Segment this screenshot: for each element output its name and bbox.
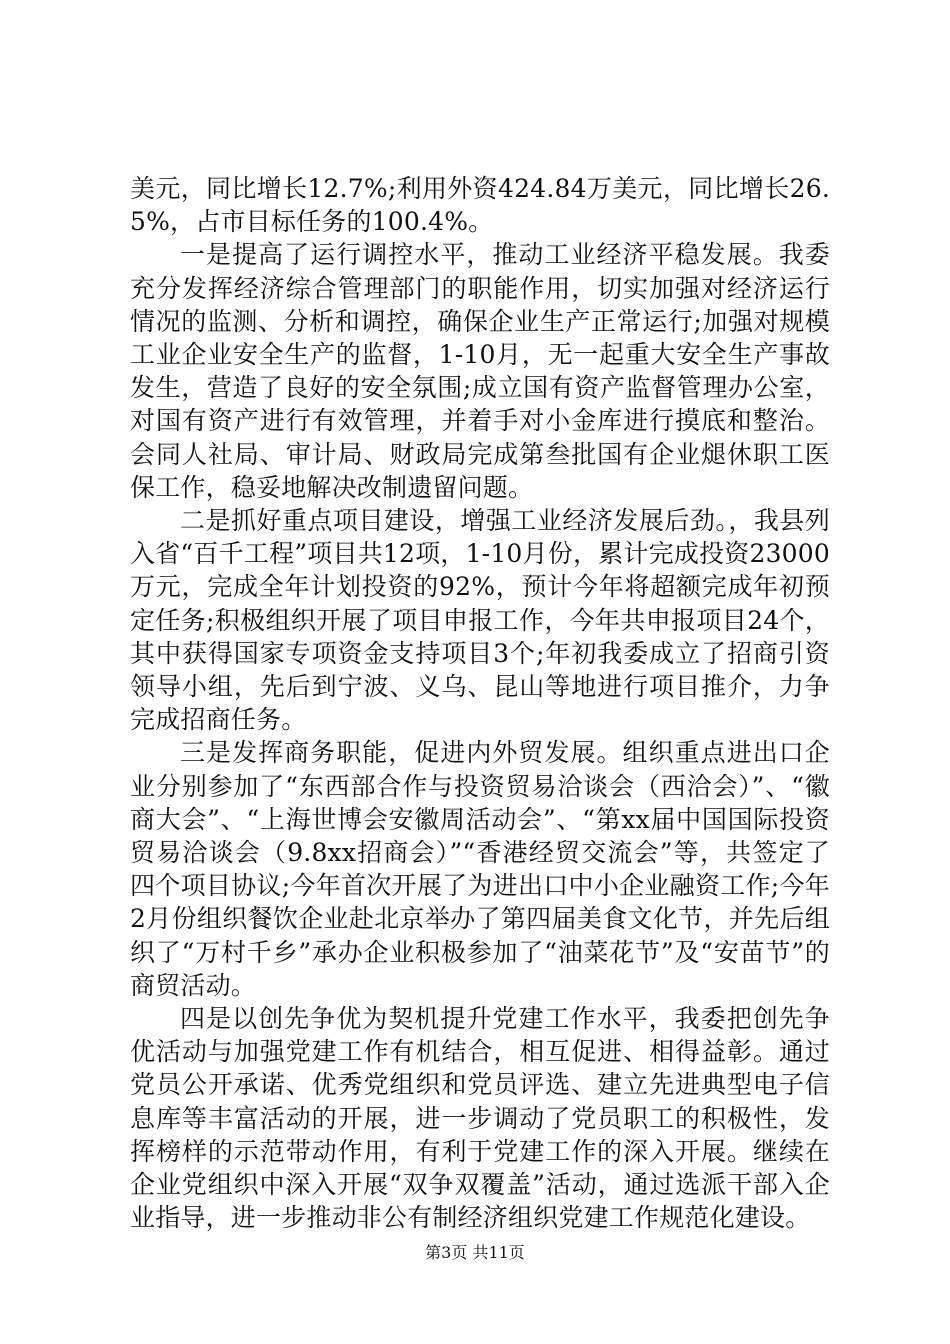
paragraph-continuation: 美元，同比增长12.7%;利用外资424.84万美元，同比增长26.5%，占市目标任务的100.4%。: [130, 174, 830, 237]
paragraph-operations-control: 一是提高了运行调控水平，推动工业经济平稳发展。我委充分发挥经济综合管理部门的职能作用，切实加强对经济运行情况的监测、分析和调控，确保企业生产正常运行;加强对规模工业企业安全生产的监督，1-10月，无一起重大安全生产事故发生，营造了良好的安全氛围;成立国有资产监督管理办公室，对国有资产进行有效管理，并着手对小金库进行摸底和整治。会同人社局、审计局、财政局完成第叁批国有企业煺休职工医保工作，稳妥地解决改制遗留问题。: [130, 240, 830, 502]
document-body: [130, 172, 830, 1235]
paragraph-party-building: 四是以创先争优为契机提升党建工作水平，我委把创先争优活动与加强党建工作有机结合，相互促进、相得益彰。通过党员公开承诺、优秀党组织和党员评选、建立先进典型电子信息库等丰富活动的开展，进一步调动了党员职工的积极性，发挥榜样的示范带动作用，有利于党建工作的深入开展。继续在企业党组织中深入开展“双争双覆盖”活动，通过选派干部入企业指导，进一步推动非公有制经济组织党建工作规范化建设。: [130, 1004, 830, 1233]
page-number-footer: 第3页 共11页: [425, 1243, 525, 1262]
paragraph-key-projects: 二是抓好重点项目建设，增强工业经济发展后劲。，我县列入省“百千工程”项目共12项，1-10月份，累计完成投资23000万元，完成全年计划投资的92%，预计今年将超额完成年初预定任务;积极组织开展了项目申报工作，今年共申报项目24个，其中获得国家专项资金支持项目3个;年初我委成立了招商引资领导小组，先后到宁波、义乌、昆山等地进行项目推介，力争完成招商任务。: [130, 506, 830, 735]
paragraph-commerce-trade: 三是发挥商务职能，促进内外贸发展。组织重点进出口企业分别参加了“东西部合作与投资贸易洽谈会（西洽会）”、“徽商大会”、“上海世博会安徽周活动会”、“第xx届中国国际投资贸易洽谈会（9.8xx招商会）”“香港经贸交流会”等，共签定了四个项目协议;今年首次开展了为进出口中小企业融资工作;今年2月份组织餐饮企业赴北京举办了第四届美食文化节，并先后组织了“万村千乡”承办企业积极参加了“油菜花节”及“安苗节”的商贸活动。: [130, 738, 830, 1000]
